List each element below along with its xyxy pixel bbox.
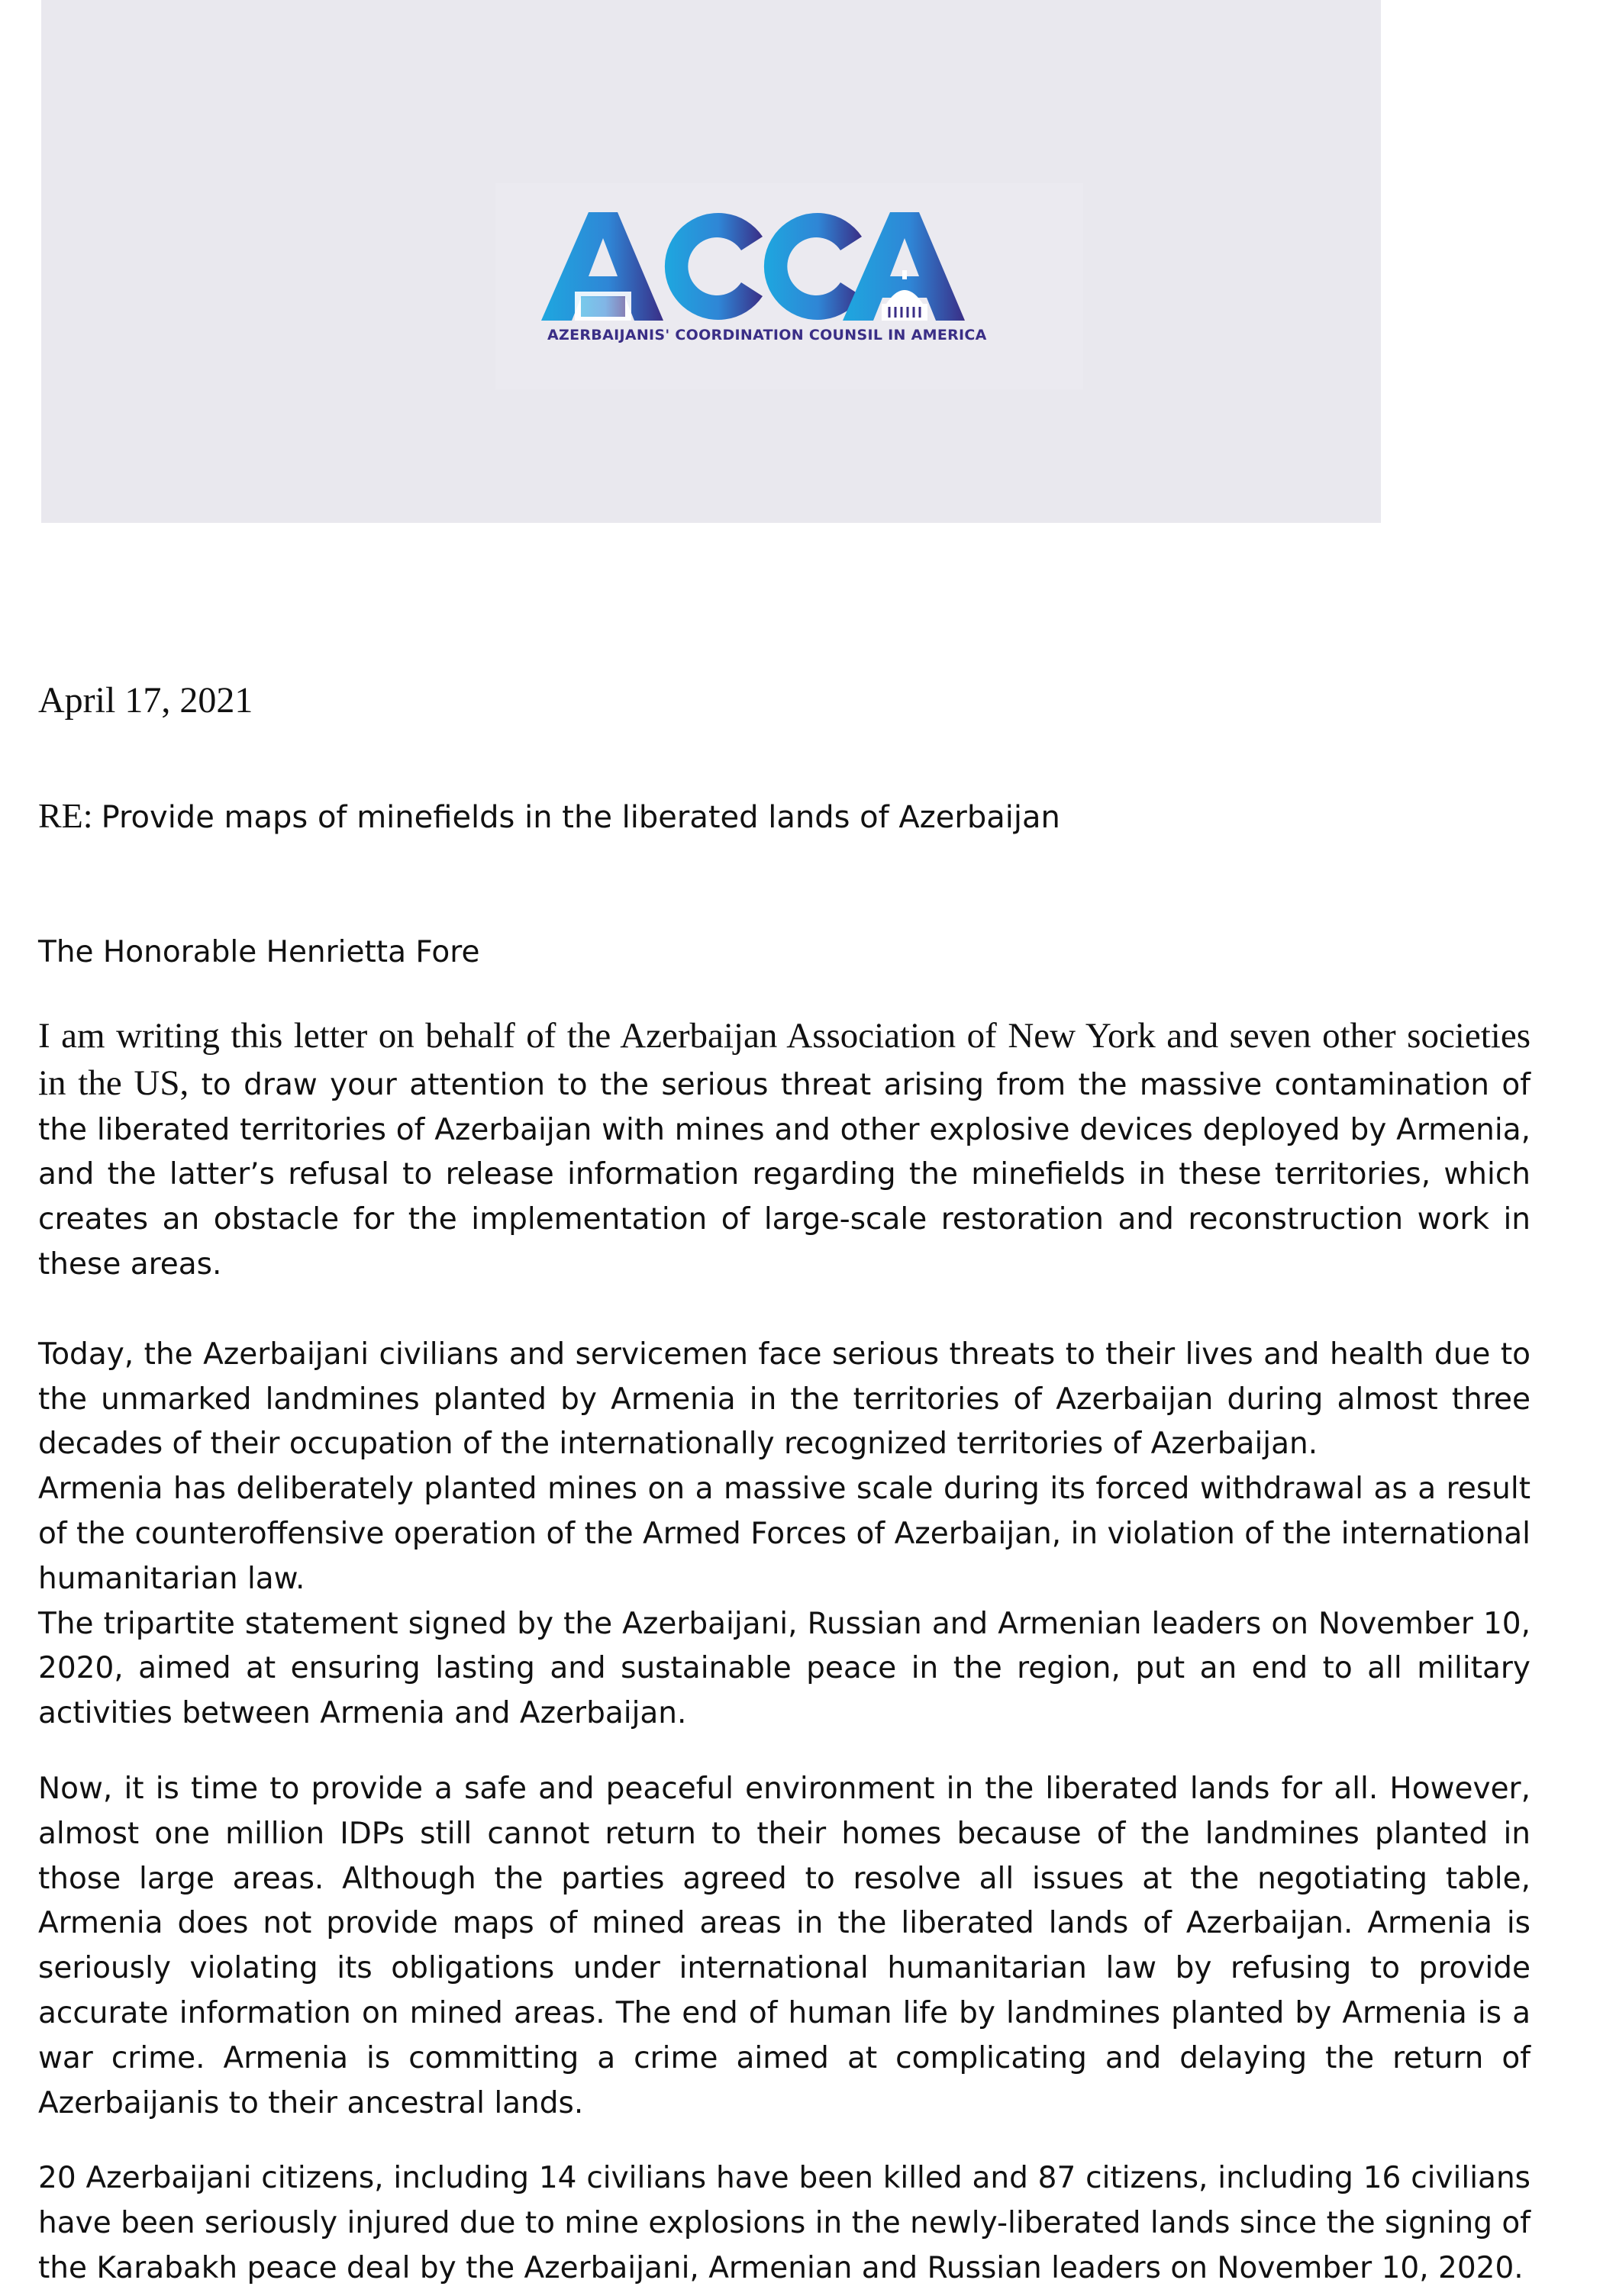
letter-body [38, 1014, 1531, 2291]
paragraph-intro [38, 1014, 1531, 1288]
subject-text: Provide maps of minefields in the liberated lands of Azerbaijan [101, 800, 1060, 835]
subject-prefix: RE: [38, 796, 93, 835]
paragraph-statement: The tripartite statement signed by the Azerbaijani, Russian and Armenian leaders on November 10, 2020, aimed at ensuring lasting and sustainable peace in the region, put an end to all military activities between Armenia and Azerbaijan. [38, 1606, 1531, 1731]
intro-rest: to draw your attention to the serious threat arising from the massive contamination of the liberated territories of Azerbaijan with mines and other explosive devices deployed by Armenia, and the latter’s refusal to release information regarding the minefields in these territories, which creates an obstacle for the implementation of large-scale restoration and reconstruction work in these areas. [38, 1067, 1531, 1282]
paragraph-mines: Armenia has deliberately planted mines on a massive scale during its forced withdrawal as a result of the counteroffensive operation of the Armed Forces of Azerbaijan, in violation of the international humanitarian law. [38, 1472, 1531, 1596]
paragraph-casualties: 20 Azerbaijani citizens, including 14 civilians have been killed and 87 citizens, including 16 civilians have been seriously injured due to mine explosions in the newly-liberated lands since the signing of the Karabakh peace deal by the Azerbaijani, Armenian and Russian leaders on November 10, 2020. [38, 2161, 1531, 2285]
intro-lead: I am writing this letter on behalf of the Azerbaijan Association of New York and seven other societies in the US, [38, 1016, 1531, 1103]
logo-tagline: AZERBAIJANIS' COORDINATION COUNSIL IN AMERICA [547, 327, 987, 343]
acca-logo-icon [541, 206, 965, 324]
logo-panel [495, 183, 1083, 389]
addressee: The Honorable Henrietta Fore [38, 935, 480, 969]
paragraph-threats: Today, the Azerbaijani civilians and servicemen face serious threats to their lives and health due to the unmarked landmines planted by Armenia in the territories of Azerbaijan during almost three decades of their occupation of the internationally recognized territories of Azerbaijan. [38, 1337, 1531, 1462]
paragraph-environment: Now, it is time to provide a safe and peaceful environment in the liberated lands for all. However, almost one million IDPs still cannot return to their homes because of the landmines planted in those large areas. Although the parties agreed to resolve all issues at the negotiating table, Armenia does not provide maps of mined areas in the liberated lands of Azerbaijan. Armenia is seriously violating its obligations under international humanitarian law by refusing to provide accurate information on mined areas. The end of human life by landmines planted by Armenia is a war crime. Armenia is committing a crime aimed at complicating and delaying the return of Azerbaijanis to their ancestral lands. [38, 1771, 1531, 2120]
letter-date: April 17, 2021 [38, 680, 253, 721]
letterhead-banner [41, 0, 1381, 523]
subject-line [38, 795, 1060, 836]
